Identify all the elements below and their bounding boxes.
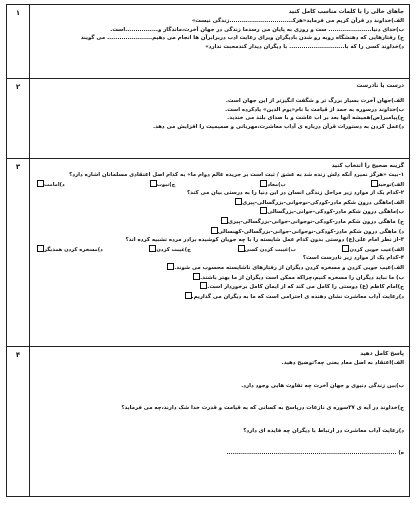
question-line: د)خداوند کسی را که با........................... با دیگران دیدار کندمحبت ندارد» xyxy=(205,43,404,50)
option-label: د)مسخره کردن همدیگر xyxy=(44,246,103,253)
option-label: ب)غیبت کردن کسی xyxy=(244,246,296,253)
question-line: ب)خداوند درسوره به حمد از قیامت با نام«یوم الدین» یادکرده است. xyxy=(225,106,404,113)
option-label: الف)توحید xyxy=(377,181,404,188)
question-table xyxy=(6,4,410,497)
option[interactable] xyxy=(257,180,285,190)
question-number: ۲ xyxy=(7,79,30,159)
option-label: ج) ماهگی درون شکم مادر-کودکی-نوجوانی-جوانی-بزرگسالی-پیری xyxy=(227,218,404,225)
question-number: ۱ xyxy=(7,5,30,79)
option-label: ب)ماهگی درون شکم مادر-کودکی-جوانی-بزرگسالی xyxy=(267,209,404,216)
option-label: الف)ماهگی درون شکم مادر-کودکی-نوجوانی-بزرگسالی-پیری xyxy=(242,199,404,206)
question-line: ۴-کدام یک از موارد زیر نادرست است؟ xyxy=(302,255,404,262)
checkbox-icon[interactable] xyxy=(150,180,157,187)
option[interactable] xyxy=(34,207,404,217)
checkbox-icon[interactable] xyxy=(221,217,228,224)
option-label: ب)معاد xyxy=(267,181,286,188)
options-row xyxy=(34,180,404,190)
question-line: ب)بین زندگی دنیوی و جهان آخرت چه تفاوت هایی وجود دارد. xyxy=(241,382,404,389)
question-body-4 xyxy=(30,347,410,497)
question-line: الف)خداوند در قرآن کریم می فرماید«هرکـ..............................زندگی نیست» xyxy=(191,18,404,24)
option[interactable] xyxy=(235,245,296,255)
option-label: د)امامت xyxy=(44,181,65,188)
question-line: ۳-از نظر امام علی(ع) دوستی بدون کدام عمل شایسته را با چه جویان کوشیده برادر مرده تشبیه کرده اند؟ xyxy=(125,237,404,244)
checkbox-icon[interactable] xyxy=(260,180,267,187)
question-line: ج)خداوند در آیه ی ۳۷سوره ی نازعات درپاسخ به کسانی که به قیامت و قدرت خدا شک دارند،چه می فرماید؟ xyxy=(121,405,404,412)
question-body-2 xyxy=(30,79,410,159)
option[interactable] xyxy=(34,198,404,208)
option[interactable] xyxy=(146,245,191,255)
question-body-1 xyxy=(30,5,410,79)
option[interactable] xyxy=(34,263,404,273)
option[interactable] xyxy=(34,282,404,292)
checkbox-icon[interactable] xyxy=(37,245,44,252)
question-line: الف)اعتقاد به اصل معاد یعنی چه؟توضیح دهید. xyxy=(281,360,404,366)
question-line: د)رعایت آداب معاشرت در ارتباط با دیگران چه فایده ای دارد؟ xyxy=(243,427,404,434)
checkbox-icon[interactable] xyxy=(149,245,156,252)
option-label: د)رعایت آداب معاشرت نشان دهنده ی احترامی است که ما به دیگران می گذاریم. xyxy=(191,293,404,300)
question-row-3 xyxy=(7,159,410,347)
option[interactable] xyxy=(34,180,65,190)
question-body-3 xyxy=(30,159,410,347)
question-line: الف)جهان آخرت بسیار بزرگ تر و شگفت انگیزتر از این جهان است. xyxy=(225,98,404,104)
checkbox-icon[interactable] xyxy=(193,273,200,280)
question-line: ۲-کدام یک از موارد زیر مراحل زندگی انسان در این دنیا را به درستی بیان می کند؟ xyxy=(187,190,404,197)
option[interactable] xyxy=(34,273,404,283)
question-line: ج) رفتارهایی که دهنشگاه روبه رو شدن بادیگران ویرای رعایت ادب دربرابرآن ها انجام می دهیم...................... می گویند xyxy=(80,35,404,42)
question-line: ج)پیامبر(ص)همیشه آنها بعد بر اب عاشت و با صدای بلند می خندید. xyxy=(227,115,404,122)
option-label: ب) ما نباید دیگران را مسخره کنیم،چراکه ممکن است دیگران از ما بهتر باشند. xyxy=(200,274,404,281)
option[interactable] xyxy=(34,227,404,237)
checkbox-icon[interactable] xyxy=(238,245,245,252)
option-label: ج)نبوت xyxy=(156,181,176,188)
question-number: ۳ xyxy=(7,159,30,347)
question-line: د)عمل کردن به دستورات قرآن درباره ی آداب معاشرت،مهربانی و صمیمیت را افزایش می دهد. xyxy=(153,123,404,130)
option-label: ج)امام کاظم (ع) دوستی را کامل می کند که از ایمان کامل برخوردار است. xyxy=(207,284,404,291)
options-row xyxy=(34,245,404,255)
question-title: پاسخ کامل دهید xyxy=(360,351,404,357)
question-title: درست یا نادرست xyxy=(356,83,404,89)
option[interactable] xyxy=(34,245,103,255)
question-title: گزینه صحیح را انتخاب کنید xyxy=(331,163,404,169)
checkbox-icon[interactable] xyxy=(185,292,192,299)
question-line: ه) ................................................................................... xyxy=(226,450,404,457)
question-line: ۱-بیت «هرگز نمیرد آنکه دلش زنده شد به عشق / ثبت است بر جریده عالم دوام ما» به کدام اصل اعتقادی مسلمانان اشاره دارد؟ xyxy=(69,172,404,178)
option[interactable] xyxy=(339,245,404,255)
option[interactable] xyxy=(368,180,404,190)
question-row-2 xyxy=(7,79,410,159)
option-label: د) ماهگی درون شکم مادر-کودکی-نوجوانی-جوانی-بزرگسالی-کهنسالی xyxy=(217,228,404,235)
checkbox-icon[interactable] xyxy=(37,180,44,187)
option-label: الف)عیب جویی کردن xyxy=(349,246,404,253)
option-label: الف)عیب جویی کردن و مسخره کردن دیگران از رفتارهای ناشایسته محسوب می شوند. xyxy=(174,264,404,271)
question-row-4 xyxy=(7,347,410,497)
question-row-1 xyxy=(7,5,410,79)
option[interactable] xyxy=(34,217,404,227)
question-title: جاهای خالی را با کلمات مناسب کامل کنید xyxy=(288,9,404,15)
checkbox-icon[interactable] xyxy=(371,180,378,187)
checkbox-icon[interactable] xyxy=(211,227,218,234)
option[interactable] xyxy=(34,292,404,302)
question-line: ب)خدای دنیا..................... ست و روزی به پایان می رسدما زندگی در جهان آخرت،ماندگار و................است. xyxy=(110,26,404,33)
question-number: ۴ xyxy=(7,347,30,497)
option-label: ج)غیبت کردن xyxy=(156,246,191,253)
option[interactable] xyxy=(147,180,176,190)
checkbox-icon[interactable] xyxy=(342,245,349,252)
